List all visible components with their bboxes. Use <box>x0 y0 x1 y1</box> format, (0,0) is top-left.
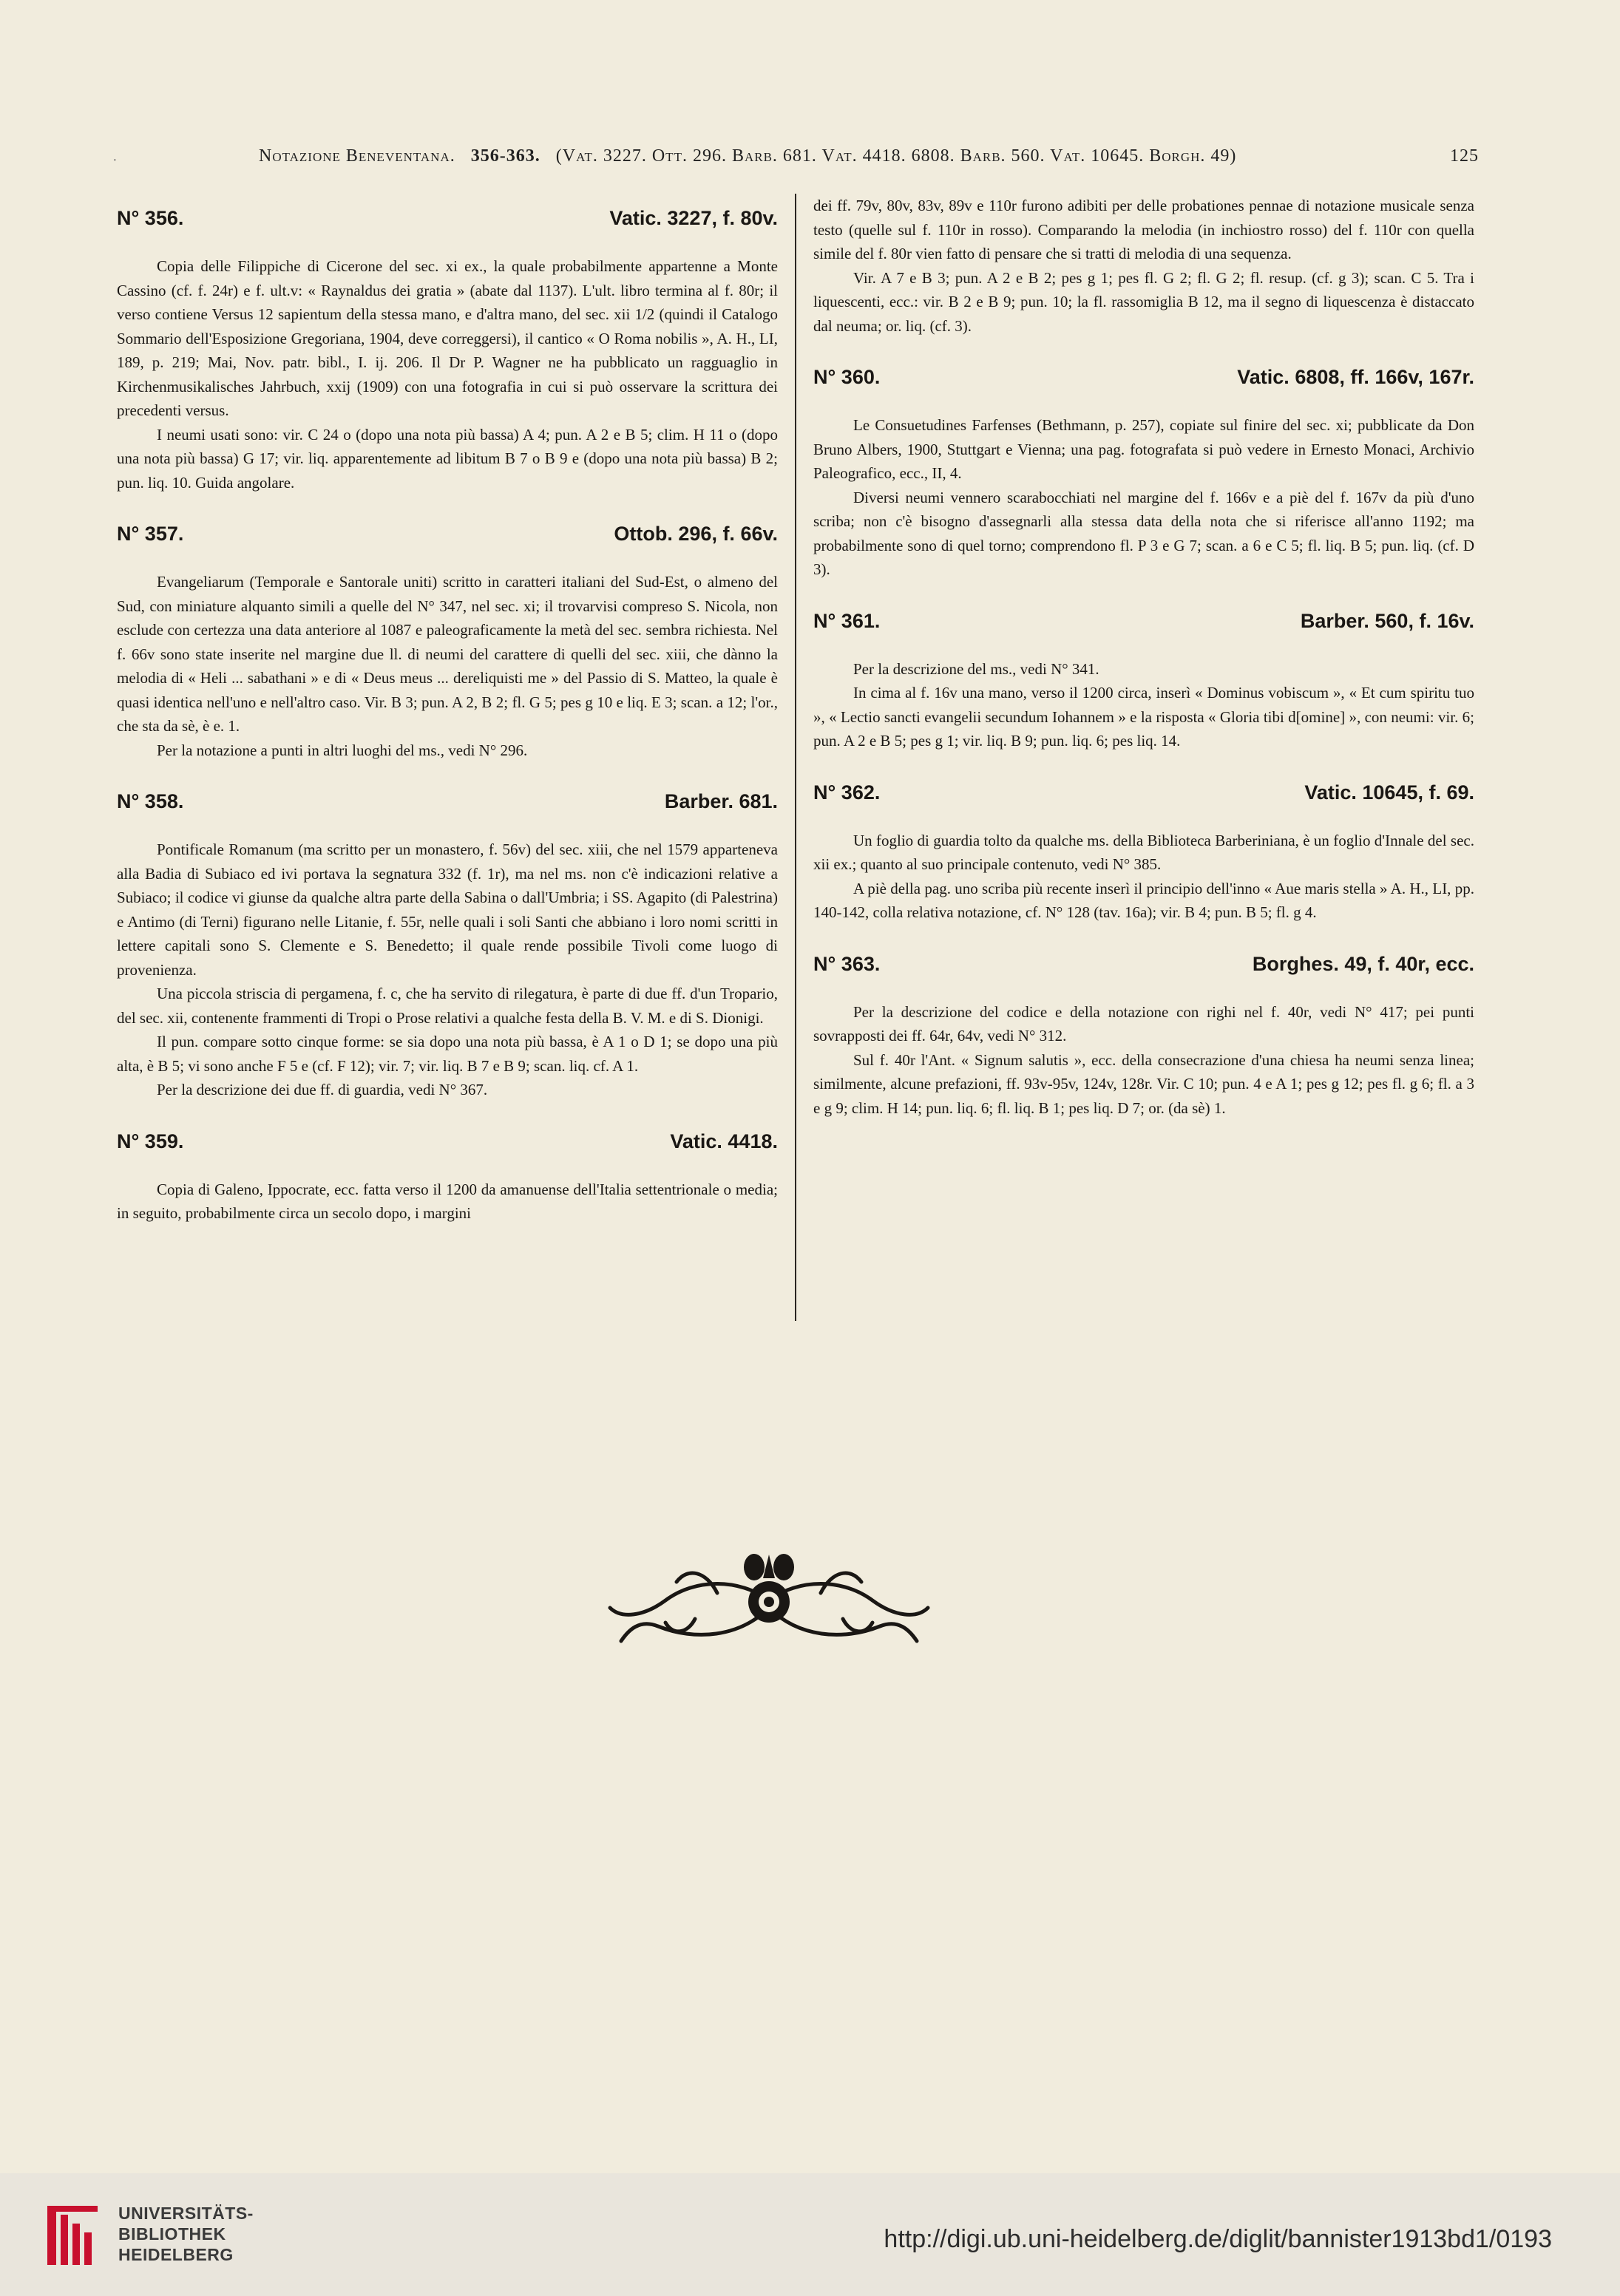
paragraph: dei ff. 79v, 80v, 83v, 89v e 110r furono adibiti per delle probationes pennae di notazione musicale senza testo (quelle sul f. 110r in rosso). Comparando la melodia (in inchiostro rosso) del f. 110r con quella simile del f. 80r vien fatto di pensare che si tratti di melodia di una sequenza. <box>813 197 1474 262</box>
column-divider <box>795 194 796 1321</box>
entry-shelfmark: Vatic. 6808, ff. 166v, 167r. <box>1237 366 1474 388</box>
entry-shelfmark: Ottob. 296, f. 66v. <box>614 523 778 545</box>
entry-number: N° 356. <box>117 207 184 229</box>
entry-heading <box>813 947 1474 979</box>
paragraph: Vir. A 7 e B 3; pun. A 2 e B 2; pes g 1; pes fl. G 2; fl. G 2; fl. resup. (cf. g 3); scan. C 5. Tra i liquescenti, ecc.: vir. B 2 e B 9; pun. 10; la fl. rassomiglia B 12, ma il segno di liquescenza è distaccato dal neuma; or. liq. (cf. 3). <box>813 268 1474 335</box>
paragraph: I neumi usati sono: vir. C 24 o (dopo una nota più bassa) A 4; pun. A 2 e B 5; clim. H 11 o (dopo una nota più bassa) G 17; vir. liq. apparentemente ad libitum B 7 o B 9 e (dopo una nota più bassa) B 2; pun. liq. 10. Guida angolare. <box>117 425 778 492</box>
entry-number: N° 362. <box>813 781 881 804</box>
paragraph: Copia delle Filippiche di Cicerone del sec. xi ex., la quale probabilmente appartenne a Monte Cassino (cf. f. 24r) e f. ult.v: « Raynaldus dei gratia » (abate dal 1137). L'ult. libro termina al f. 80r; il verso contiene Versus 12 sapientum della stessa mano, e d'altra mano, del sec. xii 1/2 (quindi il Catalogo Sommario dell'Esposizione Gregoriana, 1904, deve correggersi), il cantico « O Roma nobilis », A. H., LI, 189, p. 219; Mai, Nov. patr. bibl., I. ij. 206. Il Dr P. Wagner ne ha pubblicato un ragguaglio in Kirchenmusikalisches Jahrbuch, xxij (1909) con una fotografia in cui si può osservare la scrittura dei precedenti versus. <box>117 257 778 419</box>
paragraph: Per la notazione a punti in altri luoghi del ms., vedi N° 296. <box>157 741 528 759</box>
header-shelfmarks: (Vat. 3227. Ott. 296. Barb. 681. Vat. 4418. 6808. Barb. 560. Vat. 10645. Borgh. 49) <box>555 146 1237 166</box>
entry-heading <box>117 517 778 549</box>
entry-shelfmark: Vatic. 3227, f. 80v. <box>609 207 778 229</box>
right-column <box>813 194 1474 1120</box>
header-range: 356-363. <box>470 146 540 166</box>
paragraph: Per la descrizione dei due ff. di guardia, vedi N° 367. <box>157 1081 488 1098</box>
paragraph: Una piccola striscia di pergamena, f. c, che ha servito di rilegatura, è parte di due ff. d'un Tropario, del sec. xii, contenente frammenti di Tropi o Prose relativi a qualche festa della B. V. M. e di S. Dionigi. <box>117 985 778 1027</box>
paragraph: Le Consuetudines Farfenses (Bethmann, p. 257), copiate sul finire del sec. xi; pubblicate da Don Bruno Albers, 1900, Stuttgart e Vienna; una pag. fotografata si può vedere in Ernesto Monaci, Archivio Paleografico, ecc., II, 4. <box>813 416 1474 482</box>
entry-shelfmark: Vatic. 10645, f. 69. <box>1304 781 1474 804</box>
source-url-link[interactable]: http://digi.ub.uni-heidelberg.de/diglit/bannister1913bd1/0193 <box>884 2225 1552 2253</box>
library-name-line: UNIVERSITÄTS- <box>118 2204 254 2223</box>
entry-shelfmark: Vatic. 4418. <box>670 1130 778 1152</box>
entry-heading <box>117 201 778 234</box>
left-column <box>117 194 778 1226</box>
entry-number: N° 358. <box>117 790 184 812</box>
entry-number: N° 357. <box>117 523 184 545</box>
running-header <box>112 146 1479 176</box>
entry-number: N° 361. <box>813 609 881 632</box>
library-name-line: HEIDELBERG <box>118 2245 234 2264</box>
university-library-logo-icon <box>44 2201 104 2269</box>
paragraph: A piè della pag. uno scriba più recente inserì il principio dell'inno « Aue maris stella » A. H., LI, pp. 140-142, colla relativa notazione, cf. N° 128 (tav. 16a); vir. B 4; pun. B 5; fl. g 4. <box>813 879 1474 921</box>
entry-heading <box>117 784 778 817</box>
header-title: Notazione Beneventana. <box>259 146 455 166</box>
paragraph: Il pun. compare sotto cinque forme: se sia dopo una nota più bassa, è A 1 o D 1; se dopo una più alta, è B 5; vi sono anche F 5 e (cf. F 12); vir. 7; vir. liq. B 7 e B 9; scan. liq. cf. A 1. <box>117 1033 778 1075</box>
paragraph: Un foglio di guardia tolto da qualche ms. della Biblioteca Barberiniana, è un foglio d'Innale del sec. xii ex.; quanto al suo principale contenuto, vedi N° 385. <box>813 831 1474 873</box>
paragraph: Diversi neumi vennero scarabocchiati nel margine del f. 166v e a piè del f. 167v da più d'uno scriba; non c'è bisogno d'assegnarli alla stessa data della nota che si riferisce all'anno 1192; ma probabilmente sono di quel torno; comprendono fl. P 3 e G 7; scan. a 6 e C 5; fl. liq. B 5; pun. liq. (cf. D 3). <box>813 488 1474 578</box>
library-name-line: BIBLIOTHEK <box>118 2224 226 2244</box>
paragraph: Evangeliarum (Temporale e Santorale uniti) scritto in caratteri italiani del Sud-Est, o almeno del Sud, con miniature alquanto simili a quelle del N° 347, nel sec. xi; il trovarvisi compreso S. Nicola, non esclude con certezza una data anteriore al 1087 e paleograficamente la metà del sec. sembra richiesta. Nel f. 66v sono state inserite nel margine due ll. di neumi del carattere di quelli del sec. xiii, che dànno la melodia di « Heli ... sabathani » e di « Deus meus ... dereliquisti me » del Passio di S. Matteo, la quale è quasi identica nell'uno e nell'altro caso. Vir. B 3; pun. A 2, B 2; fl. G 5; pes g 10 e liq. E 3; scan. a 12; l'or., che sta da sè, è e. 1. <box>117 573 778 735</box>
paragraph: Per la descrizione del codice e della notazione con righi nel f. 40r, vedi N° 417; pei punti sovrapposti dei ff. 64r, 64v, vedi N° 312. <box>813 1002 1474 1045</box>
entry-shelfmark: Barber. 560, f. 16v. <box>1300 609 1474 632</box>
page-number: 125 <box>1450 146 1479 166</box>
entry-heading <box>813 360 1474 393</box>
entry-shelfmark: Barber. 681. <box>664 790 778 812</box>
library-name <box>118 2203 254 2265</box>
entry-heading <box>117 1124 778 1157</box>
entry-heading <box>813 775 1474 808</box>
margin-mark: · <box>112 152 118 169</box>
paragraph: Sul f. 40r l'Ant. « Signum salutis », ecc. della consecrazione d'una chiesa ha neumi senza linea; similmente, alcune prefazioni, ff. 93v-95v, 124v, 128r. Vir. C 10; pun. 4 e A 1; pes g 12; pes fl. g 6; fl. a 3 e g 9; clim. H 14; pun. liq. 6; fl. liq. B 1; pes liq. D 7; or. (da sè) 1. <box>813 1050 1474 1117</box>
paragraph: In cima al f. 16v una mano, verso il 1200 circa, inserì « Dominus vobiscum », « Et cum spiritu tuo », « Lectio sancti evangelii secundum Iohannem » e la risposta « Gloria tibi d[omine] », con neumi: vir. 6; pun. A 2 e B 5; pes g 1; vir. liq. B 9; pun. liq. 6; pes liq. 14. <box>813 684 1474 750</box>
entry-number: N° 360. <box>813 366 881 388</box>
entry-heading <box>813 604 1474 636</box>
entry-shelfmark: Borghes. 49, f. 40r, ecc. <box>1252 952 1474 975</box>
header-text <box>259 146 1236 166</box>
library-footer <box>0 2173 1620 2296</box>
entry-number: N° 363. <box>813 952 881 975</box>
paragraph: Per la descrizione del ms., vedi N° 341. <box>853 659 1099 678</box>
paragraph: Copia di Galeno, Ippocrate, ecc. fatta verso il 1200 da amanuense dell'Italia settentrionale o media; in seguito, probabilmente circa un secolo dopo, i margini <box>117 1180 778 1222</box>
paragraph: Pontificale Romanum (ma scritto per un monastero, f. 56v) del sec. xiii, che nel 1579 apparteneva alla Badia di Subiaco ed ivi portava la segnatura 332 (f. 1r), ma nel ms. non c'è indicazioni relative a Subiaco; il codice vi giunse da qualche altra parte della Sabina o dall'Umbria; i SS. Agapito (di Palestrina) e Antimo (di Terni) figurano nelle Litanie, f. 55r, nelle quali i soli Santi che abbiano i loro nomi scritti in lettere capitali sono S. Clemente e S. Benedetto; il quale rende possibile Tivoli come luogo di provenienza. <box>117 840 778 979</box>
entry-number: N° 359. <box>117 1130 184 1152</box>
ornament-tailpiece <box>606 1549 932 1660</box>
